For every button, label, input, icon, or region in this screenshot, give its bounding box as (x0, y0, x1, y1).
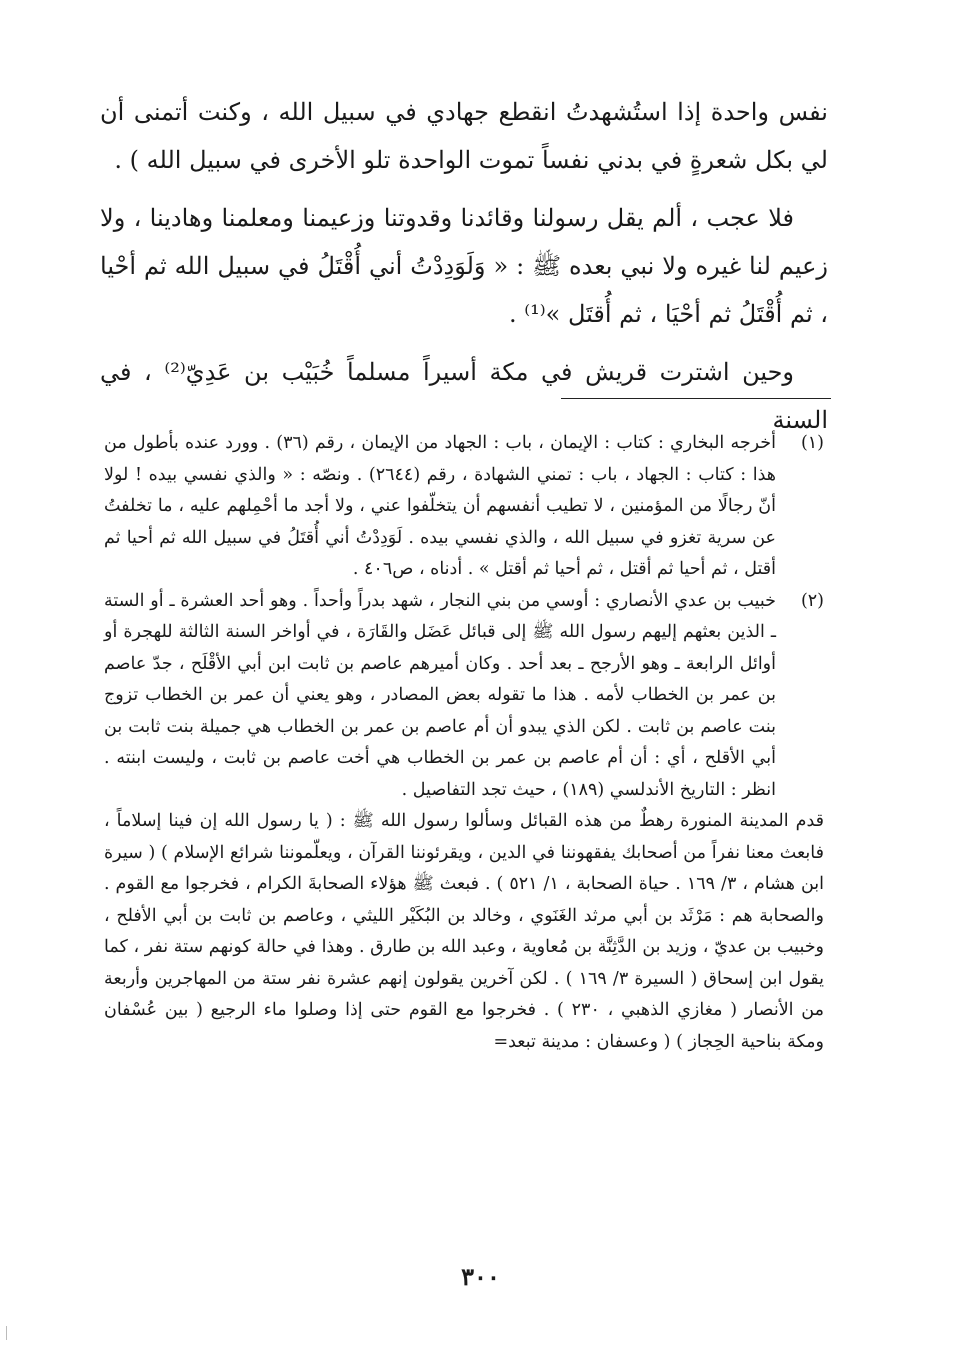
footnote-1 (104, 428, 824, 586)
main-paragraph-3: وحين اشترت قريش في مكة أسيراً مسلماً خُبَيْب بن عَدِيّ⁽²⁾ ، في السنة (100, 358, 828, 434)
scan-edge-mark (6, 1326, 7, 1340)
footnote-text: خبيب بن عدي الأنصاري : أوسي من بني النجار ، شهد بدراً وأحداً . وهو أحد العشرة ـ أو الستة ـ الذين بعثهم إليهم رسول الله ﷺ إلى قبائل عَضَل والقَارَة ، في أواخر السنة الثالثة للهجرة أو أوائل الرابعة ـ وهو الأرجح ـ بعد أحد . وكان أميرهم عاصم بن ثابت ابن أبي الأقْلَح ، جدّ عاصم بن عمر بن الخطاب لأمه . هذا ما تقوله بعض المصادر ، وهو يعني أن عمر بن الخطاب تزوج بنت عاصم بن ثابت . لكن الذي يبدو أن أم عاصم بن عمر بن الخطاب هي جميلة بنت ثابت بن أبي الأقلح ، أي : أن أم عاصم بن عمر بن الخطاب هي أخت عاصم بن ثابت ، وليست ابنته . انظر : التاريخ الأندلسي (١٨٩) ، حيث تجد التفاصيل . (104, 590, 776, 800)
main-paragraph-2: فلا عجب ، ألم يقل رسولنا وقائدنا وقدوتنا وزعيمنا ومعلمنا وهادينا ، ولا زعيم لنا غيره ولا نبي بعده ﷺ : « وَلَوَدِدْتُ أني أُقْتَلُ في سبيل الله ثم أحْيا ، ثم أُقْتَلُ ثم أحْيَا ، ثم أُقتَل »⁽¹⁾ . (100, 204, 828, 328)
footnotes (104, 428, 824, 1058)
footnote-2 (104, 586, 824, 807)
main-paragraph-1: نفس واحدة إذا استُشهدتُ انقطع جهادي في سبيل الله ، وكنت أتمنى أن لي بكل شعرةٍ في بدني نفساً تموت الواحدة تلو الأخرى في سبيل الله ) . (100, 98, 828, 174)
footnote-number: (٢) (800, 590, 824, 611)
footnote-continuation: قدم المدينة المنورة رهطٌ من هذه القبائل وسألوا رسول الله ﷺ : ( يا رسول الله إن فينا إسلاماً ، فابعث معنا نفراً من أصحابك يفقهوننا في الدين ، ويقرئوننا القرآن ، ويعلّموننا شرائع الإسلام ) ( سيرة ابن هشام ، ٣/ ١٦٩ . حياة الصحابة ، ١/ ٥٢١ ) . فبعث ﷺ هؤلاء الصحابةَ الكرام ، فخرجوا مع القوم . والصحابة هم : مَرْثَد بن أبي مرثد الغَنَوي ، وخالد بن البُكَيْر الليثي ، وعاصم بن ثابت بن أبي الأفلح ، وخبيب بن عديّ ، وزيد بن الدَّثِنَّة بن مُعاوية ، وعبد الله بن طارق . وهذا في حالة كونهم ستة نفر ، كما يقول ابن إسحاق ( السيرة ٣/ ١٦٩ ) . لكن آخرين يقولون إنهم عشرة نفر ستة من المهاجرين وأربعة من الأنصار ( مغازي الذهبي ، ٢٣٠ ) . فخرجوا مع القوم حتى إذا وصلوا ماء الرجيع ( بين عُسْفان ومكة بناحية الحِجاز ) ( وعسفان : مدينة تبعد= (104, 811, 824, 1052)
footnote-number: (١) (800, 433, 824, 453)
footnote-divider (561, 398, 831, 399)
main-text (100, 88, 828, 454)
footnote-text: أخرجه البخاري : كتاب : الإيمان ، باب : الجهاد من الإيمان ، رقم (٣٦) . وورد عنده بأطول من هذا : كتاب : الجهاد ، باب : تمني الشهادة ، رقم (٢٦٤٤) . ونصّه : « والذي نفسي بيده ! لولا أنّ رجالًا من المؤمنين ، لا تطيب أنفسهم أن يتخلّفوا عني ، ولا أجد ما أحْمِلهم عليه ، ما تخلفتُ عن سرية تغزو في سبيل الله ، والذي نفسي بيده . لَوَدِدْتُ أني أُقتَلُ في سبيل الله ثم أحيا ثم أقتل ، ثم أحيا ثم أقتل ، ثم أحيا ثم أقتل » . أدناه ، ص٤٠٦ . (104, 433, 777, 579)
page-number: ٣٠٠ (461, 1262, 500, 1291)
